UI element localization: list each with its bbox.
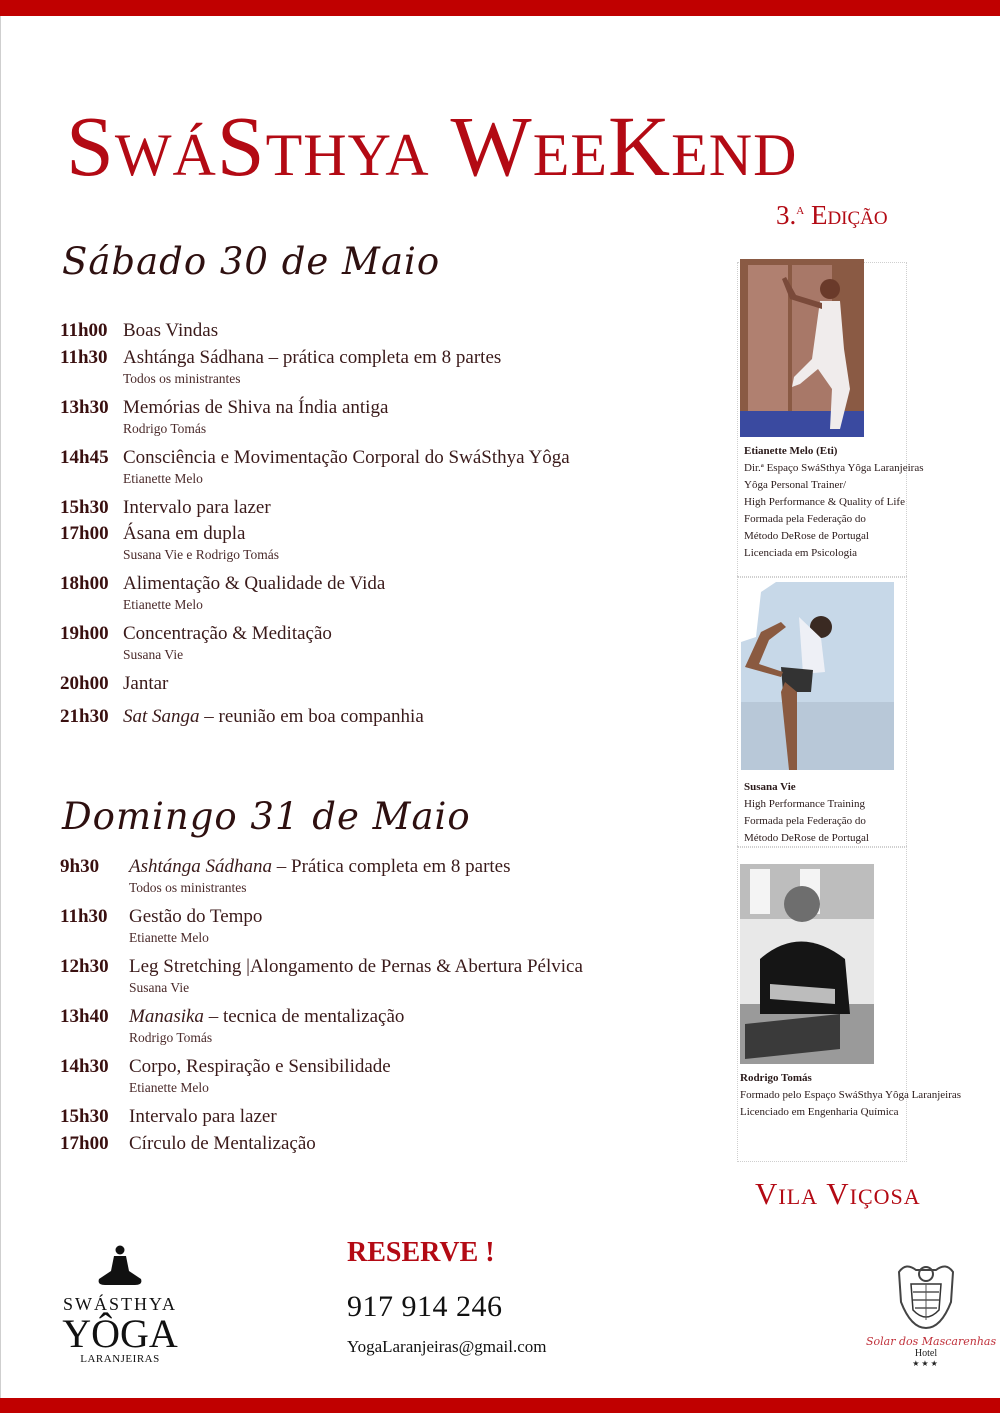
schedule-row: 13h40 Manasika – tecnica de mentalização (60, 1006, 405, 1027)
edition-label: 3.$^a$ Edição (776, 200, 888, 230)
schedule-row: 19h00 Concentração & Meditação (60, 623, 332, 644)
schedule-row: 15h30 Intervalo para lazer (60, 1106, 277, 1127)
reserve-label: RESERVE ! (347, 1237, 495, 1268)
schedule-row: 17h00 Ásana em dupla (60, 523, 246, 544)
schedule-row: 11h00 Boas Vindas (60, 320, 219, 341)
schedule-row: 15h30 Intervalo para lazer (60, 497, 271, 518)
schedule-row: 14h30 Corpo, Respiração e Sensibilidade (60, 1056, 391, 1077)
etianette-bio: Etianette Melo (Eti) Dir.ª Espaço SwáSthya Yôga Laranjeiras Yôga Personal Trainer/ High Performance & Quality of Life Formada pela Federação do Método DeRose de Portugal Licenciada em Psicologia (744, 445, 924, 559)
schedule-row: 14h45 Consciência e Movimentação Corporal do SwáSthya Yôga (60, 447, 570, 468)
instructor-name: Rodrigo Tomás (129, 1030, 213, 1045)
instructor-name: Rodrigo Tomás (123, 421, 207, 436)
instructor-name: Susana Vie (129, 980, 190, 995)
hotel-logo: Solar dos Mascarenhas Hotel ★★★ (866, 1262, 986, 1368)
saturday-schedule (60, 320, 700, 732)
instructor-name: Etianette Melo (123, 471, 203, 486)
schedule-row: 21h30 Sat Sanga – reunião em boa companhia (60, 706, 424, 727)
susana-photo (741, 582, 894, 770)
instructor-name: Etianette Melo (129, 1080, 209, 1095)
schedule-row: 12h30 Leg Stretching |Alongamento de Pernas & Abertura Pélvica (60, 956, 583, 977)
schedule-row: 9h30 Ashtánga Sádhana – Prática completa em 8 partes (60, 856, 511, 877)
page-edge (0, 16, 1, 1398)
schedule-row: 11h30 Gestão do Tempo (60, 906, 263, 927)
instructor-name: Susana Vie e Rodrigo Tomás (123, 547, 279, 562)
location-label: Vila Viçosa (755, 1176, 921, 1211)
meditation-figure-icon (97, 1245, 143, 1287)
instructor-name: Etianette Melo (123, 597, 203, 612)
rodrigo-bio: Rodrigo Tomás Formado pelo Espaço SwáSthya Yôga Laranjeiras Licenciado em Engenharia Química (740, 1072, 962, 1118)
event-title: SwáSthya WeeKend (66, 98, 798, 194)
email-link[interactable]: YogaLaranjeiras@gmail.com (347, 1337, 547, 1356)
instructor-name: Todos os ministrantes (123, 371, 241, 386)
instructor-name: Etianette Melo (129, 930, 209, 945)
etianette-photo (740, 259, 864, 437)
top-red-bar (0, 0, 1000, 16)
coat-of-arms-icon (891, 1262, 961, 1330)
bottom-red-bar (0, 1398, 1000, 1413)
schedule-row: 18h00 Alimentação & Qualidade de Vida (60, 573, 386, 594)
schedule-row: 20h00 Jantar (60, 673, 169, 694)
swasthya-yoga-logo: SWÁSTHYA YÔGA LARANJEIRAS (55, 1245, 185, 1365)
sunday-heading: Domingo 31 de Maio (62, 795, 471, 838)
phone-number[interactable]: 917 914 246 (347, 1290, 503, 1323)
rodrigo-photo (740, 864, 874, 1064)
schedule-row: 11h30 Ashtánga Sádhana – prática completa em 8 partes (60, 347, 502, 368)
instructor-name: Todos os ministrantes (129, 880, 247, 895)
sunday-schedule (60, 856, 700, 1160)
schedule-row: 17h00 Círculo de Mentalização (60, 1133, 316, 1154)
saturday-heading: Sábado 30 de Maio (62, 240, 441, 283)
instructor-name: Susana Vie (123, 647, 184, 662)
susana-bio: Susana Vie High Performance Training Formada pela Federação do Método DeRose de Portugal (744, 781, 869, 844)
schedule-row: 13h30 Memórias de Shiva na Índia antiga (60, 397, 389, 418)
